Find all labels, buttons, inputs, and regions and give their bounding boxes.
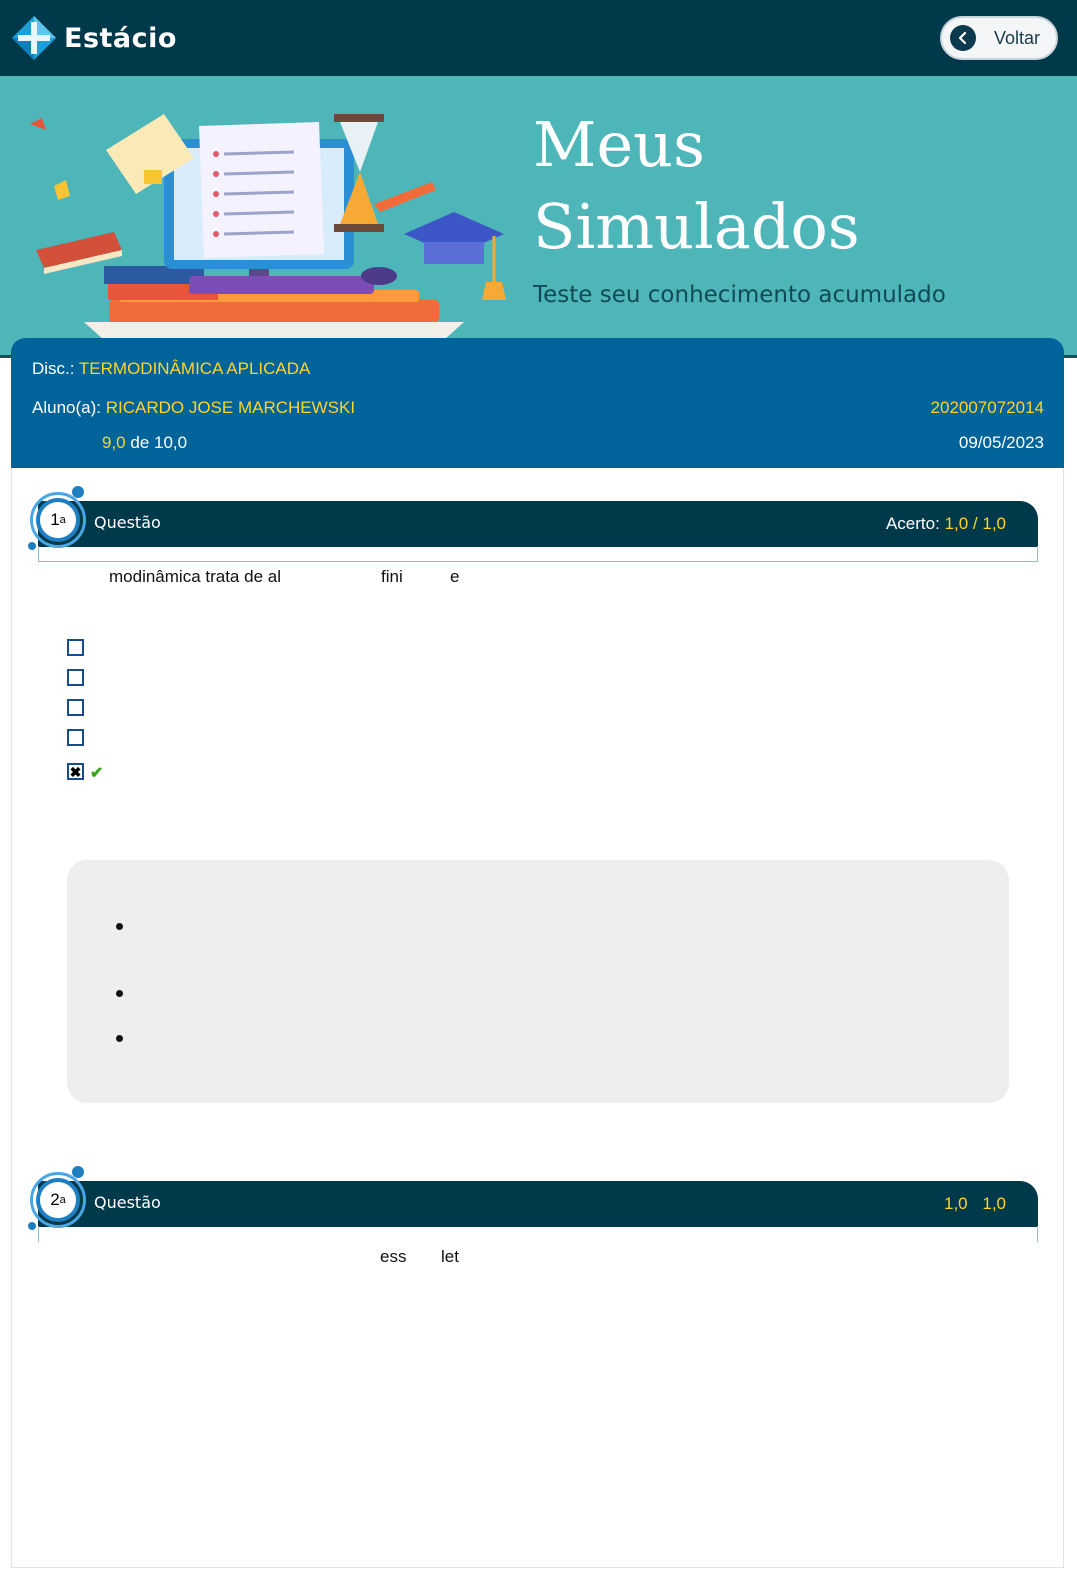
back-button-label: Voltar [994,27,1041,48]
question-2-text-b: let [441,1247,459,1266]
top-bar [0,0,1077,76]
question-1-text-a: modinâmica trata de al [109,567,281,586]
selected-x-icon: ✖ [69,763,82,780]
student-id: 202007072014 [930,398,1044,417]
student-name: RICARDO JOSE MARCHEWSKI [105,398,356,417]
question-2-badge [26,1166,92,1236]
question-1-text-b: fini [381,567,403,586]
acerto-max: 1,0 [982,514,1006,533]
badge-dot [28,542,36,550]
question-1-underline [38,546,1038,562]
question-2-text-a: ess [380,1247,407,1266]
explanation-bullet [116,1035,123,1042]
acerto-value: 1,0 [943,1194,968,1213]
question-1-badge [26,486,92,556]
banner-subtitle: Teste seu conhecimento acumulado [533,282,946,308]
question-number-sup: a [59,514,66,526]
badge-dot [72,1166,84,1178]
score-row [102,433,187,453]
student-label: Aluno(a): [32,398,101,417]
chevron-left-icon [950,25,976,51]
badge-dot [72,486,84,498]
back-button[interactable] [940,16,1058,60]
banner-title [533,104,860,268]
question-label: Questão [94,1193,161,1212]
answer-option-d-checkbox[interactable] [67,729,84,746]
question-2-underline [38,1226,1038,1242]
acerto-value: 1,0 [944,514,969,533]
answer-option-e-checkbox[interactable] [67,763,84,780]
answer-option-c-checkbox[interactable] [67,699,84,716]
question-2-score [944,1194,1006,1214]
explanation-box [67,860,1009,1103]
badge-dot [28,1222,36,1230]
question-number [36,1178,80,1222]
acerto-label: Acerto: [885,514,940,533]
diamond-logo-icon [10,14,58,62]
estacio-logo [10,14,177,62]
question-number-sup: a [59,1194,66,1206]
discipline-row [32,359,310,379]
banner-title-line1: Meus [533,108,705,181]
exam-date: 09/05/2023 [958,433,1044,452]
explanation-bullet [116,990,123,997]
score-total: de 10,0 [130,433,188,452]
question-2-header [38,1181,1038,1227]
brand-name: Estácio [64,22,177,54]
student-row [32,398,355,418]
correct-check-icon: ✔ [90,765,104,782]
question-number-digit: 2 [50,1190,60,1209]
answer-option-b-checkbox[interactable] [67,669,84,686]
answer-option-a-checkbox[interactable] [67,639,84,656]
banner-title-line2: Simulados [533,190,860,263]
question-1-score [886,514,1006,534]
study-illustration [24,104,514,344]
score-value: 9,0 [102,433,126,452]
explanation-bullet [116,923,123,930]
question-number [36,498,80,542]
acerto-separator: / [968,514,983,533]
exam-info-panel [11,338,1064,468]
discipline-label: Disc.: [32,359,75,378]
question-1-header [38,501,1038,547]
discipline-value: TERMODINÂMICA APLICADA [78,359,311,378]
question-number-digit: 1 [50,510,60,529]
question-label: Questão [94,513,161,532]
acerto-max: 1,0 [982,1194,1006,1213]
question-1-text-c: e [450,567,460,586]
banner [0,76,1077,358]
